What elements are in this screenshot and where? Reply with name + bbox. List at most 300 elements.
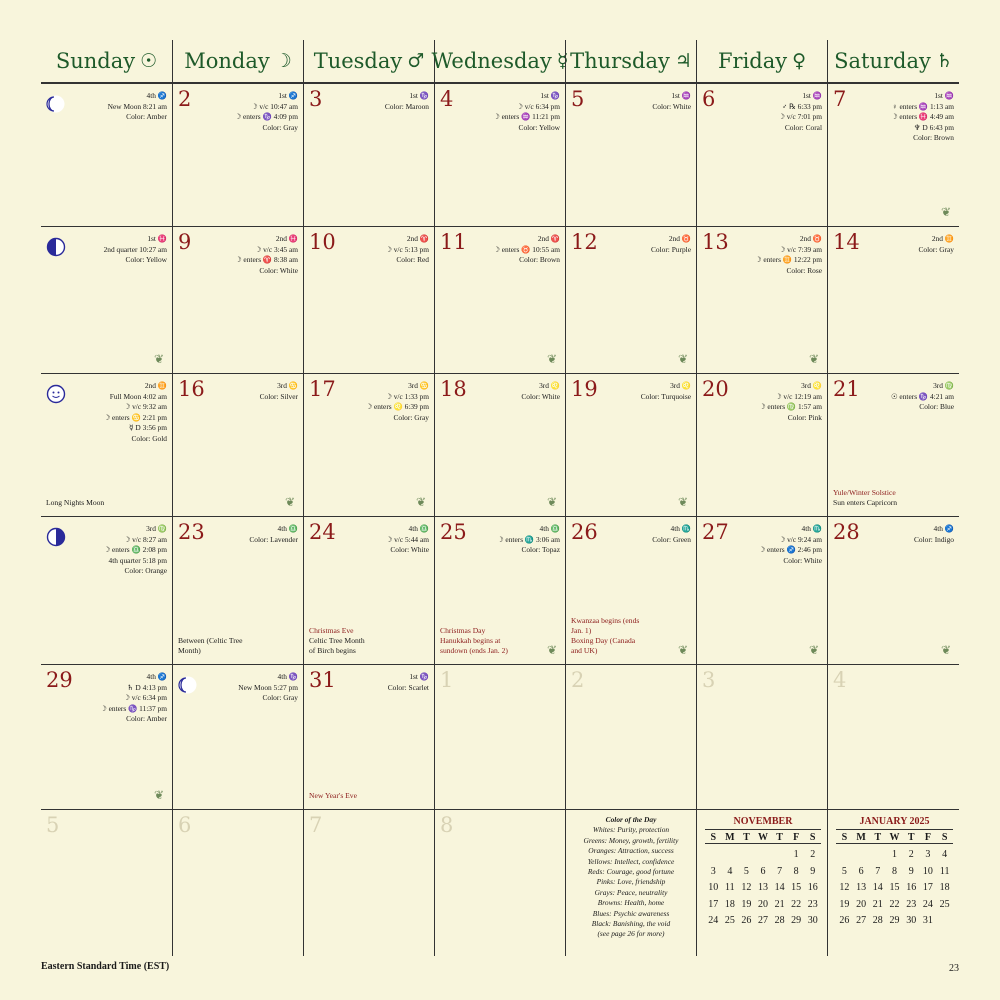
date-number: 1 (440, 668, 454, 692)
mini-day (771, 847, 788, 864)
mini-day: 10 (922, 865, 933, 877)
astro-info-line: 3rd ♌ (539, 381, 560, 390)
astro-info-line: 2nd quarter 10:27 am (103, 244, 167, 254)
holiday-event: sundown (ends Jan. 2) (440, 646, 508, 655)
day-cell (41, 374, 172, 517)
mini-day: 11 (939, 865, 950, 877)
astro-info-line: ♀ enters ♒ 1:13 am (892, 101, 954, 111)
astro-info (104, 234, 167, 266)
day-cell (172, 810, 303, 956)
astro-info (386, 524, 429, 556)
day-cell (827, 374, 959, 517)
date-number: 9 (178, 230, 192, 254)
astro-info-line: Color: Gray (918, 244, 954, 254)
holiday-event: Celtic Tree Month (309, 636, 365, 645)
astro-info-line: Color: Yellow (518, 122, 560, 132)
astro-info-line: ♄ D 4:13 pm (126, 682, 167, 692)
mini-weekday: M (856, 832, 866, 843)
astro-info (651, 234, 691, 255)
mini-calendar-week (836, 880, 953, 897)
date-number: 5 (46, 813, 60, 837)
color-key-title: Color of the Day (605, 815, 657, 824)
day-cell (41, 665, 172, 810)
date-number: 7 (833, 87, 847, 111)
astro-info (385, 91, 429, 112)
astro-info-line: ☽ enters ♒ 11:21 pm (493, 112, 560, 122)
astro-info (652, 91, 691, 112)
color-key-line: Whites: Purity, protection (592, 825, 670, 835)
mini-day (836, 847, 853, 864)
mini-day: 5 (743, 865, 749, 877)
astro-info-line: ☿ D 3:56 pm (129, 423, 167, 433)
astro-info-line: ☽ enters ♊ 12:22 pm (754, 255, 822, 265)
holiday-event: Yule/Winter Solstice (833, 488, 896, 497)
mini-day: 30 (906, 915, 917, 927)
mini-day: 2 (810, 849, 816, 860)
astro-info (641, 381, 691, 402)
holiday-event: Christmas Eve (309, 626, 354, 635)
astro-info-line: 3rd ♍ (933, 381, 954, 390)
date-number: 4 (440, 87, 454, 111)
mini-calendar-week (836, 864, 953, 881)
day-cell (696, 227, 827, 374)
astro-info (249, 524, 298, 545)
mini-day: 20 (757, 898, 768, 910)
mini-day (738, 847, 755, 864)
mini-day: 5 (841, 865, 847, 877)
day-cell (565, 84, 696, 227)
astro-info-line: ♆ D 6:43 pm (913, 122, 954, 132)
astro-info-line: 4th ♎ (539, 524, 560, 533)
date-number: 16 (178, 377, 205, 401)
mini-day: 3 (710, 865, 716, 877)
mini-day: 31 (922, 915, 933, 927)
astro-info-line: Color: White (390, 545, 429, 555)
day-cell (41, 810, 172, 956)
astro-info-line: 1st ♑ (409, 672, 429, 681)
astro-info-line: 4th ♎ (408, 524, 429, 533)
astro-info (104, 524, 167, 577)
color-key-line: Pinks: Love, friendship (596, 877, 666, 887)
astro-info-line: Color: Gray (262, 122, 298, 132)
astro-info (755, 234, 822, 276)
holiday-event: Christmas Day (440, 626, 486, 635)
astro-info-line: ☽ enters ♑ 4:09 pm (234, 112, 298, 122)
date-number: 14 (833, 230, 860, 254)
date-number: 31 (309, 668, 336, 692)
astro-info-line: Color: Brown (519, 255, 560, 265)
astro-info-line: ☽ enters ♓ 4:49 am (890, 112, 954, 122)
day-cell (827, 517, 959, 665)
astro-info-line: Color: Coral (784, 122, 822, 132)
mini-day (869, 847, 886, 864)
weekday-name: Thursday (570, 49, 670, 73)
mini-day: 25 (724, 915, 735, 927)
astro-info (100, 672, 167, 725)
astro-info-line: New Moon 5:27 pm (238, 682, 298, 692)
astro-info-line: Color: White (783, 555, 822, 565)
mini-day: 19 (741, 898, 752, 910)
day-cell (434, 665, 565, 810)
astro-info (493, 91, 560, 133)
date-number: 27 (702, 520, 729, 544)
astro-info-line: 3rd ♌ (670, 381, 691, 390)
astro-info-line: 3rd ♌ (801, 381, 822, 390)
astro-info-line: Color: Orange (124, 566, 167, 576)
astro-info (104, 381, 167, 445)
astro-info-line: 1st ♒ (671, 91, 691, 100)
mini-weekday: T (743, 832, 750, 843)
weekday-friday (696, 40, 827, 82)
planet-symbol-icon: ♂ (407, 50, 425, 72)
leaf-ornament-icon: ❦ (940, 643, 951, 657)
color-key-line: Greens: Money, growth, fertility (583, 835, 679, 845)
day-cell (172, 374, 303, 517)
astro-info-line: ☽ v/c 9:32 am (123, 402, 167, 412)
color-key-line: (see page 26 for more) (597, 929, 665, 939)
date-number: 8 (440, 813, 454, 837)
mini-day: 18 (724, 898, 735, 910)
day-cell (696, 810, 827, 956)
astro-info (759, 524, 822, 566)
day-cell (303, 665, 434, 810)
color-key-line: Blues: Psychic awareness (592, 908, 670, 918)
mini-day: 10 (708, 882, 719, 894)
weekday-name: Sunday (55, 49, 136, 73)
holiday-event: and UK) (571, 646, 598, 655)
astro-info-line: ☽ enters ♋ 2:21 pm (103, 412, 167, 422)
color-key-line: Browns: Health, home (597, 898, 665, 908)
astro-info-line: ☽ enters ♏ 3:06 am (496, 534, 560, 544)
astro-info-line: Color: Maroon (384, 101, 429, 111)
astro-info-line: 2nd ♊ (144, 381, 167, 390)
astro-info-line: 2nd ♓ (275, 234, 298, 243)
astro-info-line: 2nd ♊ (931, 234, 954, 243)
mini-day (853, 847, 870, 864)
mini-day: 11 (725, 882, 735, 894)
date-number: 24 (309, 520, 336, 544)
day-cell (41, 84, 172, 227)
holiday-event: New Year's Eve (309, 791, 357, 800)
first-quarter-moon-icon (46, 237, 66, 257)
day-cell (303, 374, 434, 517)
astro-info-line: 1st ♒ (934, 91, 954, 100)
mini-calendar-jan (836, 816, 953, 930)
day-cell (434, 810, 565, 956)
astro-info-line: 1st ♑ (409, 91, 429, 100)
mini-day: 21 (872, 898, 883, 910)
leaf-ornament-icon: ❦ (153, 788, 164, 802)
mini-day: 14 (872, 882, 883, 894)
mini-calendar-nov (705, 816, 821, 930)
astro-info-line: 4th ♐ (146, 91, 167, 100)
mini-weekday: S (941, 832, 948, 843)
date-number: 11 (440, 230, 467, 254)
mini-day: 22 (889, 898, 900, 910)
mini-day: 26 (839, 915, 850, 927)
astro-info-line: ☽ enters ♌ 6:39 pm (365, 402, 429, 412)
mini-day: 26 (741, 915, 752, 927)
astro-info (891, 91, 954, 144)
mini-day: 16 (906, 882, 917, 894)
day-cell (565, 227, 696, 374)
mini-day: 4 (942, 849, 948, 860)
day-cell (565, 810, 696, 956)
weekday-wednesday (431, 40, 569, 82)
mini-calendar-title: JANUARY 2025 (836, 816, 953, 830)
astro-info (914, 524, 954, 545)
astro-info (238, 672, 298, 704)
holiday-event: of Birch begins (309, 646, 356, 655)
weekday-name: Saturday (834, 49, 931, 73)
mini-calendar-weekdays (705, 832, 821, 844)
day-cell (827, 84, 959, 227)
mini-day: 7 (875, 865, 881, 877)
mini-weekday: S (841, 832, 848, 843)
astro-info (235, 234, 298, 276)
date-number: 12 (571, 230, 598, 254)
astro-info-line: Color: White (652, 101, 691, 111)
astro-info-line: ♂ ℞ 6:33 pm (781, 101, 822, 111)
astro-info-line: Color: Yellow (125, 255, 167, 265)
astro-info-line: Color: White (259, 265, 298, 275)
color-key-line: Black: Banishing, the void (591, 919, 671, 929)
mini-day: 28 (774, 915, 785, 927)
mini-weekday: T (907, 832, 915, 843)
day-cell (303, 517, 434, 665)
astro-info-line: ☽ v/c 10:47 am (250, 101, 298, 111)
astro-info-line: 2nd ♈ (406, 234, 429, 243)
astro-info-line: ☽ v/c 7:39 am (778, 244, 822, 254)
mini-day: 9 (810, 865, 816, 877)
mini-day: 18 (939, 882, 950, 894)
astro-info-line: 3rd ♍ (146, 524, 167, 533)
mini-day: 3 (925, 849, 931, 860)
date-number: 18 (440, 377, 467, 401)
astro-info-line: Color: Amber (126, 714, 167, 724)
day-cell (172, 84, 303, 227)
day-cell (172, 227, 303, 374)
astro-info-line: 4th ♏ (670, 524, 691, 533)
day-cell (41, 517, 172, 665)
mini-day: 8 (891, 865, 897, 877)
mini-day: 12 (741, 882, 752, 894)
astro-info-line: ☽ enters ♎ 2:08 pm (103, 545, 167, 555)
astro-info-line: Color: Purple (650, 244, 691, 254)
weekday-name: Monday (184, 49, 270, 73)
astro-info-line: ☽ enters ♍ 1:57 am (758, 402, 822, 412)
mini-weekday: F (924, 832, 931, 843)
astro-info-line: 4th ♏ (801, 524, 822, 533)
astro-info-line: ☉ enters ♑ 4:21 am (890, 391, 954, 401)
mini-calendar-title: NOVEMBER (705, 816, 821, 830)
calendar (41, 40, 959, 956)
weekday-thursday (565, 40, 696, 82)
astro-info (652, 524, 691, 545)
day-cell (565, 374, 696, 517)
date-number: 2 (571, 668, 585, 692)
astro-info-line: New Moon 8:21 am (107, 101, 167, 111)
mini-day: 15 (791, 882, 802, 894)
leaf-ornament-icon: ❦ (546, 643, 557, 657)
astro-info-line: Color: Red (396, 255, 429, 265)
astro-info-line: ☽ enters ♐ 2:46 pm (758, 545, 822, 555)
astro-info (759, 381, 822, 423)
leaf-ornament-icon: ❦ (808, 352, 819, 366)
astro-info-line: ☽ v/c 3:45 am (254, 244, 298, 254)
astro-info-line: Color: Silver (259, 391, 298, 401)
mini-day (722, 847, 739, 864)
date-number: 3 (702, 668, 716, 692)
astro-info-line: ☽ enters ♑ 11:37 pm (100, 703, 167, 713)
mini-day (705, 847, 722, 864)
astro-info-line: 1st ♓ (147, 234, 167, 243)
day-cell (303, 810, 434, 956)
date-number: 10 (309, 230, 336, 254)
astro-info-line: 1st ♒ (802, 91, 822, 100)
color-key-line: Reds: Courage, good fortune (587, 867, 675, 877)
holiday-event: Kwanzaa begins (ends (571, 616, 640, 625)
day-cell (565, 517, 696, 665)
mini-day: 2 (908, 849, 914, 860)
mini-day: 9 (908, 865, 914, 877)
leaf-ornament-icon: ❦ (415, 495, 426, 509)
astro-info-line: 4th ♑ (277, 672, 298, 681)
day-cell (827, 810, 959, 956)
astro-info-line: Color: Green (652, 534, 691, 544)
astro-info (918, 234, 954, 255)
astro-info-line: 2nd ♉ (799, 234, 822, 243)
full-moon-icon (46, 384, 66, 404)
mini-day: 30 (807, 915, 818, 927)
mini-day: 6 (858, 865, 864, 877)
planet-symbol-icon: ♃ (674, 50, 692, 72)
astro-info (235, 91, 298, 133)
day-cell (303, 84, 434, 227)
mini-day: 28 (872, 915, 883, 927)
mini-day: 22 (791, 898, 802, 910)
astro-info-line: Color: Brown (913, 133, 954, 143)
astro-info-line: ☽ v/c 7:01 pm (778, 112, 822, 122)
weekday-name: Wednesday (431, 49, 552, 73)
date-number: 25 (440, 520, 467, 544)
day-cell (696, 374, 827, 517)
day-cell (434, 84, 565, 227)
astro-info-line: 4th ♐ (933, 524, 954, 533)
mini-weekday: T (776, 832, 783, 843)
weekday-monday (172, 40, 303, 82)
date-number: 21 (833, 377, 860, 401)
page-number: 23 (949, 963, 959, 974)
day-cell (41, 227, 172, 374)
astro-info-line: Color: Gray (393, 412, 429, 422)
astro-info-line: Color: Topaz (521, 545, 560, 555)
mini-calendar-week (705, 897, 821, 914)
astro-info (366, 381, 429, 423)
timezone-note: Eastern Standard Time (EST) (41, 961, 170, 972)
mini-calendar-week (705, 880, 821, 897)
color-key-line: Oranges: Attraction, success (588, 846, 674, 856)
planet-symbol-icon: ☽ (274, 50, 292, 72)
leaf-ornament-icon: ❦ (153, 352, 164, 366)
mini-day (936, 913, 953, 930)
planet-symbol-icon: ☿ (556, 50, 569, 72)
mini-day: 13 (856, 882, 867, 894)
weekday-sunday (41, 40, 172, 82)
astro-info-line: 3rd ♋ (408, 381, 429, 390)
astro-info-line: Color: White (521, 391, 560, 401)
mini-day: 19 (839, 898, 850, 910)
mini-day: 23 (807, 898, 818, 910)
astro-info-line: Full Moon 4:02 am (109, 391, 167, 401)
mini-day: 24 (922, 898, 933, 910)
astro-info (385, 234, 429, 266)
mini-calendar-week (705, 847, 821, 864)
holiday-event: Between (Celtic Tree (178, 636, 243, 645)
holiday-event: Long Nights Moon (46, 498, 105, 507)
astro-info-line: ☽ v/c 9:24 am (778, 534, 822, 544)
day-cell (434, 517, 565, 665)
mini-weekday: W (889, 832, 900, 843)
astro-info-line: ☽ v/c 1:33 pm (385, 391, 429, 401)
date-number: 17 (309, 377, 336, 401)
new-moon-icon (46, 94, 66, 114)
mini-day: 8 (793, 865, 799, 877)
mini-weekday: T (874, 832, 882, 843)
day-cell (172, 517, 303, 665)
holiday-event: Sun enters Capricorn (833, 498, 898, 507)
holiday-event: Month) (178, 646, 201, 655)
astro-info (260, 381, 298, 402)
astro-info-line: 4th ♎ (277, 524, 298, 533)
astro-info-line: ☽ v/c 5:44 am (385, 534, 429, 544)
astro-info-line: Color: Lavender (249, 534, 298, 544)
astro-info-line: Color: Blue (919, 402, 954, 412)
mini-day: 4 (727, 865, 733, 877)
mini-day: 16 (807, 882, 818, 894)
planet-symbol-icon: ♀ (792, 50, 807, 72)
mini-day: 12 (839, 882, 850, 894)
mini-day: 1 (793, 849, 799, 860)
mini-day: 20 (856, 898, 867, 910)
mini-day: 29 (791, 915, 802, 927)
astro-info (493, 234, 560, 266)
date-number: 19 (571, 377, 598, 401)
holiday-event: Boxing Day (Canada (571, 636, 636, 645)
mini-day: 6 (760, 865, 766, 877)
date-number: 23 (178, 520, 205, 544)
leaf-ornament-icon: ❦ (546, 495, 557, 509)
date-number: 3 (309, 87, 323, 111)
mini-day: 17 (708, 898, 719, 910)
planet-symbol-icon: ☉ (140, 50, 158, 72)
mini-day: 29 (889, 915, 900, 927)
mini-calendar-week (705, 913, 821, 930)
leaf-ornament-icon: ❦ (677, 643, 688, 657)
day-cell (696, 517, 827, 665)
astro-info-line: ☽ v/c 12:19 am (774, 391, 822, 401)
mini-calendar-week (836, 913, 953, 930)
astro-info (521, 381, 560, 402)
astro-info-line: 1st ♐ (278, 91, 298, 100)
astro-info-line: 2nd ♈ (537, 234, 560, 243)
calendar-grid (41, 84, 959, 956)
leaf-ornament-icon: ❦ (940, 205, 951, 219)
astro-info-line: 2nd ♉ (668, 234, 691, 243)
last-quarter-moon-icon (46, 527, 66, 547)
mini-day: 17 (922, 882, 933, 894)
astro-info-line: ☽ v/c 6:34 pm (516, 101, 560, 111)
